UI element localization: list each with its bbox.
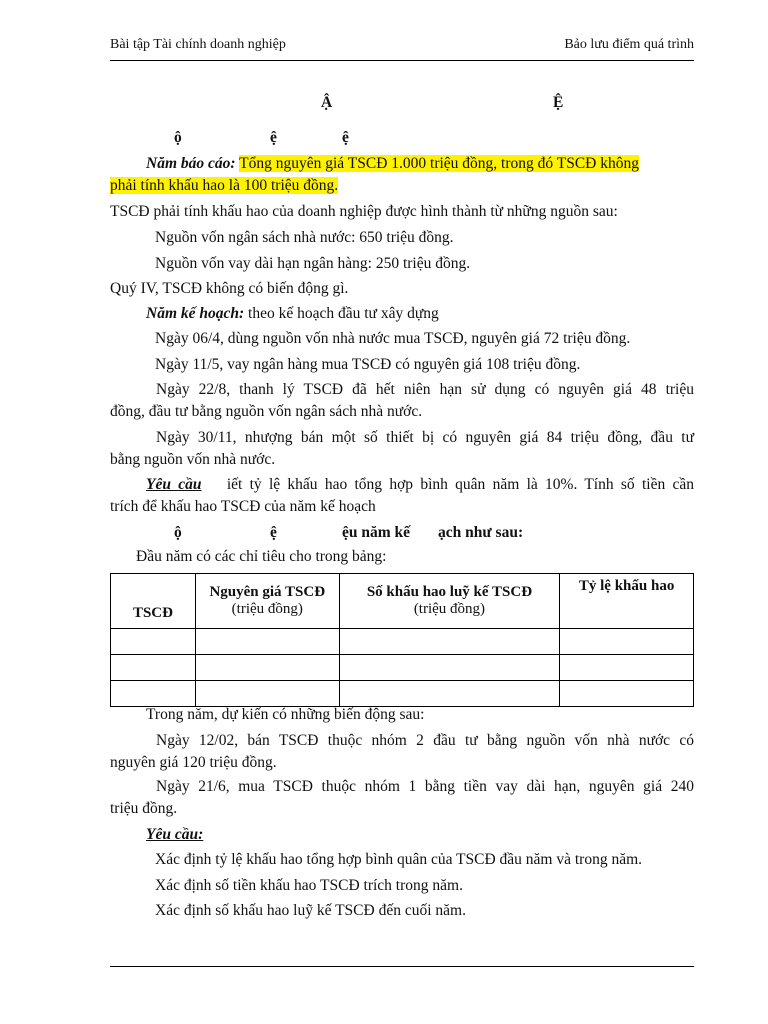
subtitle2-fragment-3: ệu năm kế	[342, 524, 411, 541]
event-2106-line-2: triệu đồng.	[110, 800, 178, 817]
trong-nam-intro: Trong năm, dự kiến có những biến động sau:	[146, 706, 425, 723]
table-cell	[195, 655, 339, 681]
event-3011-line-1: Ngày 30/11, nhượng bán một số thiết bị có nguyên giá 84 triệu đồng, đầu tư	[156, 429, 694, 446]
table-cell	[195, 681, 339, 707]
table-header-row	[111, 574, 694, 629]
event-1202-line-1: Ngày 12/02, bán TSCĐ thuộc nhóm 2 đầu tư bằng nguồn vốn nhà nước có	[156, 732, 694, 749]
table-intro: Đầu năm có các chỉ tiêu cho trong bảng:	[136, 548, 387, 565]
nam-ke-hoach-label: Năm kế hoạch:	[146, 305, 245, 322]
event-3011-line-2: bằng nguồn vốn nhà nước.	[110, 451, 276, 468]
source-state-budget: Nguồn vốn ngân sách nhà nước: 650 triệu đồng.	[155, 229, 454, 246]
table-cell	[560, 629, 694, 655]
nam-ke-hoach-line	[146, 303, 439, 325]
table-cell	[339, 629, 560, 655]
title-fragment-1: Ậ	[321, 94, 333, 111]
subtitle2-fragment-2: ệ	[270, 524, 277, 541]
event-1202-line-2: nguyên giá 120 triệu đồng.	[110, 754, 277, 771]
yeu-cau-2-item-1: Xác định tỷ lệ khấu hao tổng hợp bình quân của TSCĐ đầu năm và trong năm.	[155, 851, 643, 868]
header-ty-le-khau-hao: Tỷ lệ khấu hao	[560, 574, 694, 629]
table-row	[111, 655, 694, 681]
nam-bao-cao-highlight-2: phải tính khấu hao là 100 triệu đồng.	[110, 177, 339, 194]
event-2208-line-1: Ngày 22/8, thanh lý TSCĐ đã hết niên hạn sử dụng có nguyên giá 48 triệu	[156, 381, 694, 398]
header-left: Bài tập Tài chính doanh nghiệp	[110, 37, 286, 52]
event-0604: Ngày 06/4, dùng nguồn vốn nhà nước mua TSCĐ, nguyên giá 72 triệu đồng.	[155, 330, 631, 347]
title-fragment-2: Ệ	[553, 94, 564, 111]
yeu-cau-1-line-1	[110, 474, 694, 496]
table-cell	[339, 655, 560, 681]
subtitle1-fragment-1: ộ	[174, 129, 182, 146]
yeu-cau-1-line-2: trích để khấu hao TSCĐ của năm kế hoạch	[110, 498, 376, 515]
yeu-cau-1-label: Yêu cầu	[146, 476, 202, 493]
yeu-cau-2-label: Yêu cầu:	[146, 826, 204, 843]
yeu-cau-2-item-3: Xác định số khấu hao luỹ kế TSCĐ đến cuối năm.	[155, 902, 466, 919]
header-tscd: TSCĐ	[111, 574, 196, 629]
source-bank-loan: Nguồn vốn vay dài hạn ngân hàng: 250 triệu đồng.	[155, 255, 471, 272]
table-cell	[560, 655, 694, 681]
table-cell	[339, 681, 560, 707]
event-2106-line-1: Ngày 21/6, mua TSCĐ thuộc nhóm 1 bằng tiền vay dài hạn, nguyên giá 240	[156, 778, 694, 795]
nam-ke-hoach-text: theo kế hoạch đầu tư xây dựng	[248, 305, 439, 322]
table-cell	[111, 655, 196, 681]
event-2208-line-2: đồng, đầu tư bằng nguồn vốn ngân sách nhà nước.	[110, 403, 423, 420]
subtitle2-fragment-1: ộ	[174, 524, 182, 541]
yeu-cau-2-item-2: Xác định số tiền khấu hao TSCĐ trích trong năm.	[155, 877, 463, 894]
fixed-asset-table	[110, 573, 694, 707]
header-nguyen-gia: Nguyên giá TSCĐ (triệu đồng)	[195, 574, 339, 629]
nam-bao-cao-line-2	[110, 175, 338, 197]
nam-bao-cao-label: Năm báo cáo:	[146, 155, 236, 172]
header-right: Bảo lưu điểm quá trình	[564, 37, 694, 52]
subtitle1-fragment-3: ệ	[342, 129, 349, 146]
header-khau-hao-luy-ke: Số khấu hao luỹ kế TSCĐ (triệu đồng)	[339, 574, 560, 629]
table-cell	[560, 681, 694, 707]
table-cell	[111, 629, 196, 655]
nam-bao-cao-highlight-1: Tổng nguyên giá TSCĐ 1.000 triệu đồng, trong đó TSCĐ không	[239, 155, 639, 172]
subtitle2-fragment-4: ạch như sau:	[438, 524, 524, 541]
table-cell	[111, 681, 196, 707]
nam-bao-cao-line	[146, 153, 639, 175]
yeu-cau-1-text: iết tỷ lệ khấu hao tổng hợp bình quân năm là 10%. Tính số tiền cần	[226, 476, 695, 493]
table-cell	[195, 629, 339, 655]
sources-intro: TSCĐ phải tính khấu hao của doanh nghiệp được hình thành từ những nguồn sau:	[110, 203, 618, 220]
header-divider	[110, 60, 694, 61]
table-row	[111, 629, 694, 655]
event-1105: Ngày 11/5, vay ngân hàng mua TSCĐ có nguyên giá 108 triệu đồng.	[155, 356, 581, 373]
table-row	[111, 681, 694, 707]
subtitle1-fragment-2: ệ	[270, 129, 277, 146]
quarter-iv-note: Quý IV, TSCĐ không có biến động gì.	[110, 280, 349, 297]
footer-divider	[110, 966, 694, 967]
